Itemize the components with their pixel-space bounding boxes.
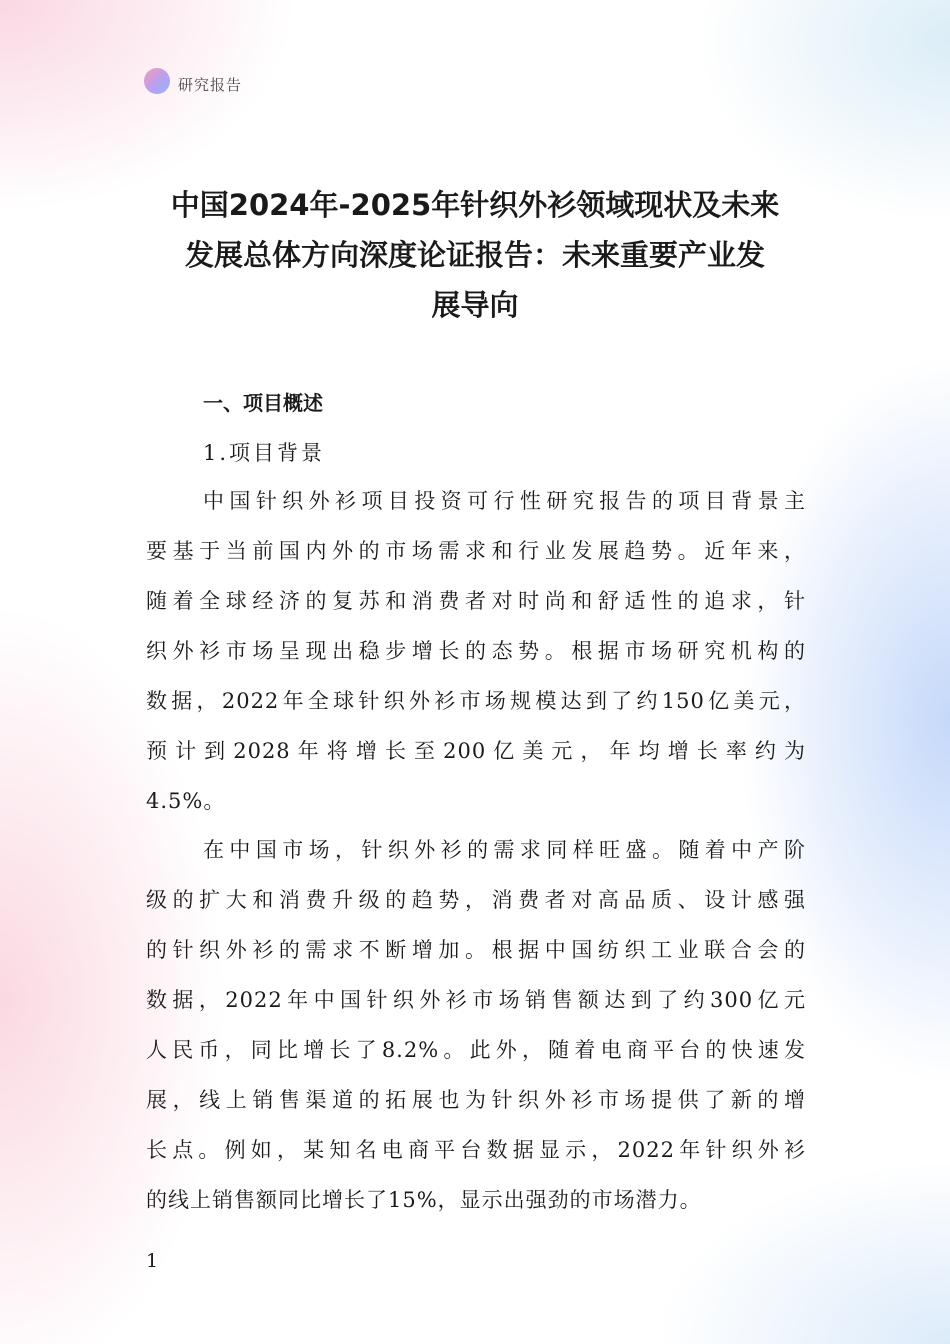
page-number: 1 bbox=[146, 1250, 159, 1272]
paragraph-line: 人民币，同比增长了8.2%。此外，随着电商平台的快速发 bbox=[146, 1038, 806, 1062]
title-line: 展导向 bbox=[431, 288, 519, 322]
paragraph-line: 长点。例如，某知名电商平台数据显示，2022年针织外衫 bbox=[146, 1138, 806, 1162]
paragraph-line: 中国针织外衫项目投资可行性研究报告的项目背景主 bbox=[203, 489, 806, 513]
header-label: 研究报告 bbox=[178, 76, 243, 94]
section-heading: 一、项目概述 bbox=[203, 391, 323, 415]
paragraph-line: 要基于当前国内外的市场需求和行业发展趋势。近年来， bbox=[146, 539, 806, 563]
document-title bbox=[140, 180, 810, 330]
title-line: 中国2024年-2025年针织外衫领域现状及未来 bbox=[170, 188, 780, 222]
paragraph-line: 织外衫市场呈现出稳步增长的态势。根据市场研究机构的 bbox=[146, 639, 806, 663]
paragraph-line: 展，线上销售渠道的拓展也为针织外衫市场提供了新的增 bbox=[146, 1088, 806, 1112]
paragraph-line: 数据，2022年中国针织外衫市场销售额达到了约300亿元 bbox=[146, 988, 806, 1012]
title-line: 发展总体方向深度论证报告：未来重要产业发 bbox=[184, 238, 765, 272]
paragraph-line: 级的扩大和消费升级的趋势，消费者对高品质、设计感强 bbox=[146, 888, 806, 912]
paragraph-2 bbox=[146, 825, 806, 1225]
paragraph-line: 预计到2028年将增长至200亿美元，年均增长率约为 bbox=[146, 739, 806, 763]
paragraph-line: 在中国市场，针织外衫的需求同样旺盛。随着中产阶 bbox=[203, 838, 806, 862]
paragraph-line: 的线上销售额同比增长了15%，显示出强劲的市场潜力。 bbox=[146, 1188, 702, 1212]
report-logo-icon bbox=[144, 68, 170, 94]
paragraph-line: 数据，2022年全球针织外衫市场规模达到了约150亿美元， bbox=[146, 689, 806, 713]
sub-heading: 1.项目背景 bbox=[203, 441, 326, 465]
paragraph-line: 4.5%。 bbox=[146, 789, 226, 813]
paragraph-line: 的针织外衫的需求不断增加。根据中国纺织工业联合会的 bbox=[146, 938, 806, 962]
paragraph-1 bbox=[146, 476, 806, 826]
paragraph-line: 随着全球经济的复苏和消费者对时尚和舒适性的追求，针 bbox=[146, 589, 806, 613]
